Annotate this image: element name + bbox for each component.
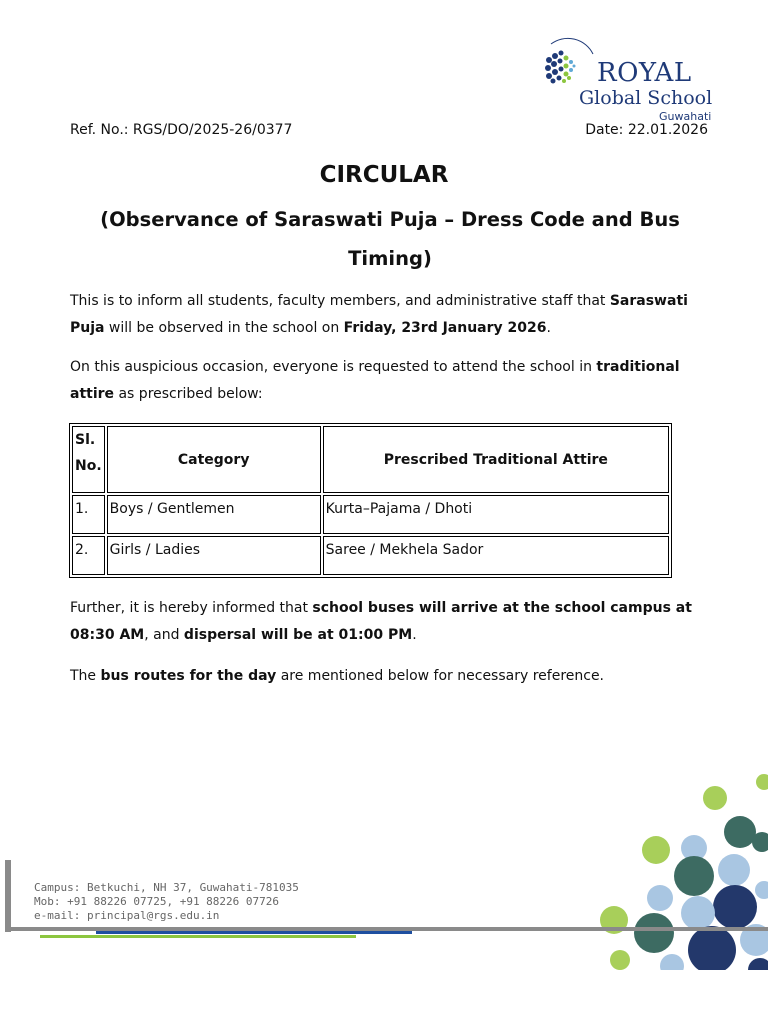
header-cell: Category	[107, 426, 321, 493]
bold-segment: bus routes for the day	[100, 668, 277, 684]
logo-school-text: Global School	[579, 87, 713, 109]
header-cell: Prescribed Traditional Attire	[323, 426, 669, 493]
text-segment: .	[546, 320, 551, 336]
text-segment: The	[70, 668, 101, 684]
table-cell: Girls / Ladies	[107, 536, 321, 575]
footer-accent-bar	[5, 860, 11, 932]
table-row	[72, 536, 669, 575]
bold-segment: school buses will arrive at the school campus at 08:30 AM	[70, 600, 692, 643]
circular-subtitle: (Observance of Saraswati Puja – Dress Code and Bus Timing)	[100, 208, 680, 270]
table-cell: 1.	[72, 495, 105, 534]
text-segment: .	[412, 627, 417, 643]
bus-timing-paragraph	[70, 595, 712, 649]
text-segment: This is to inform all students, faculty members, and administrative staff that	[70, 293, 610, 309]
decorative-dots-graphic	[590, 770, 768, 970]
circular-title: CIRCULAR	[319, 162, 449, 188]
text-segment: Further, it is hereby informed that	[70, 600, 313, 616]
table-cell: Boys / Gentlemen	[107, 495, 321, 534]
table-cell: 2.	[72, 536, 105, 575]
bold-segment: Saraswati Puja	[70, 293, 688, 336]
bold-segment: Friday, 23rd January 2026	[343, 320, 547, 336]
table-row	[72, 495, 669, 534]
text-segment: , and	[144, 627, 184, 643]
attire-table	[69, 423, 672, 578]
reference-number: Ref. No.: RGS/DO/2025-26/0377	[70, 122, 293, 138]
bus-routes-paragraph	[70, 663, 712, 690]
header-cell: Sl. No.	[72, 426, 105, 493]
email-address: e-mail: principal@rgs.edu.in	[34, 909, 220, 922]
bold-segment: dispersal will be at 01:00 PM	[183, 627, 413, 643]
logo-royal-text: ROYAL	[597, 58, 692, 88]
footer-contact	[34, 881, 299, 923]
text-segment: are mentioned below for necessary reference.	[276, 668, 605, 684]
intro-paragraph	[70, 288, 712, 342]
text-segment: will be observed in the school on	[104, 320, 344, 336]
school-logo	[541, 30, 721, 125]
table-cell: Kurta–Pajama / Dhoti	[323, 495, 669, 534]
text-segment: On this auspicious occasion, everyone is requested to attend the school in	[70, 359, 597, 375]
table-header-row	[72, 426, 669, 493]
footer-green-stripe	[40, 935, 356, 938]
table-cell: Saree / Mekhela Sador	[323, 536, 669, 575]
circular-date: Date: 22.01.2026	[585, 122, 708, 138]
bold-segment: traditional attire	[70, 359, 680, 402]
text-segment: as prescribed below:	[114, 386, 263, 402]
footer-blue-stripe	[96, 931, 412, 934]
campus-address: Campus: Betkuchi, NH 37, Guwahati-781035	[34, 881, 299, 894]
attire-paragraph	[70, 354, 712, 408]
logo-city-text: Guwahati	[659, 110, 712, 123]
mobile-numbers: Mob: +91 88226 07725, +91 88226 07726	[34, 895, 280, 908]
